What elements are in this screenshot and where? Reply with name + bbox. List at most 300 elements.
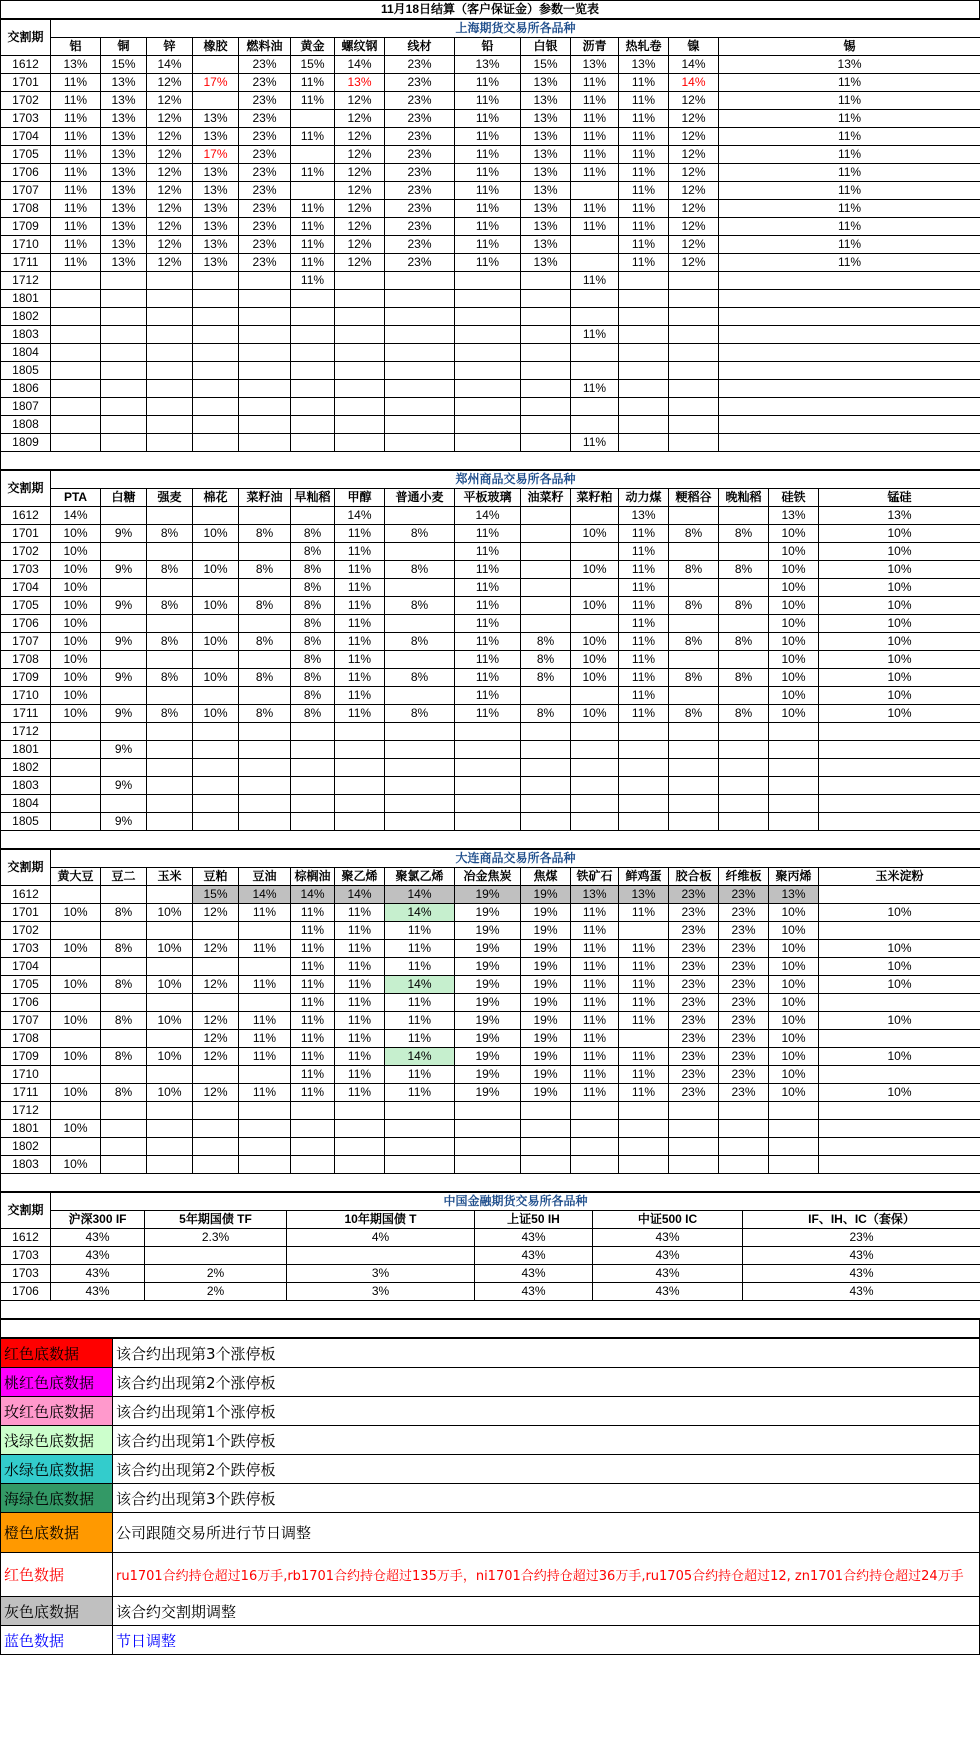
margin-cell: 11% [455,182,521,200]
margin-cell: 23% [669,922,719,940]
margin-cell: 17% [193,74,239,92]
margin-cell: 11% [619,615,669,633]
margin-cell [291,1138,335,1156]
margin-cell [669,651,719,669]
margin-cell [819,1030,980,1048]
margin-cell [521,795,571,813]
margin-cell [193,362,239,380]
margin-cell [769,759,819,777]
margin-cell [51,1102,101,1120]
table-row [1,543,980,561]
margin-cell: 10% [51,525,101,543]
margin-cell [193,1120,239,1138]
margin-cell: 10% [819,543,980,561]
table-row [1,308,980,326]
margin-cell [51,434,101,452]
margin-cell [101,795,147,813]
margin-cell: 10% [769,1012,819,1030]
margin-cell: 8% [291,615,335,633]
margin-cell: 10% [769,976,819,994]
margin-cell: 13% [101,254,147,272]
margin-cell [193,795,239,813]
margin-cell: 11% [335,705,385,723]
margin-cell [335,723,385,741]
contract-month: 1703 [1,1265,51,1283]
table-row [1,1120,980,1138]
margin-cell: 13% [101,200,147,218]
legend-row [1,1597,980,1626]
margin-cell [385,795,455,813]
margin-cell [819,795,980,813]
margin-cell [571,723,619,741]
margin-cell [521,290,571,308]
margin-cell [147,795,193,813]
margin-cell: 13% [455,56,521,74]
table-row [1,218,980,236]
margin-cell: 12% [335,218,385,236]
legend-description: 该合约交割期调整 [113,1597,980,1626]
margin-cell [769,1156,819,1174]
margin-cell: 11% [335,940,385,958]
margin-cell: 13% [193,128,239,146]
margin-cell: 8% [291,561,335,579]
margin-cell [385,723,455,741]
margin-cell [669,380,719,398]
margin-cell: 10% [51,1012,101,1030]
delivery-period-header: 交割期 [1,20,51,56]
margin-cell: 3% [287,1283,475,1301]
margin-cell: 11% [291,994,335,1012]
margin-cell: 14% [385,904,455,922]
table-row [1,362,980,380]
margin-cell: 23% [669,1084,719,1102]
margin-cell: 11% [385,940,455,958]
margin-cell [571,362,619,380]
margin-cell: 14% [385,1048,455,1066]
margin-cell: 11% [455,615,521,633]
margin-cell [291,507,335,525]
margin-cell: 15% [101,56,147,74]
margin-cell: 11% [619,904,669,922]
contract-month: 1803 [1,326,51,344]
margin-cell [101,362,147,380]
margin-cell: 11% [455,525,521,543]
margin-cell: 12% [193,1048,239,1066]
table-row [1,1283,980,1301]
margin-cell [291,759,335,777]
margin-cell [239,1138,291,1156]
margin-cell: 23% [239,200,291,218]
margin-cell: 9% [101,741,147,759]
margin-cell [335,759,385,777]
margin-cell [719,362,980,380]
margin-cell [101,651,147,669]
margin-cell: 11% [335,633,385,651]
contract-month: 1801 [1,1120,51,1138]
product-header: 强麦 [147,489,193,507]
margin-cell [193,958,239,976]
margin-cell: 11% [455,146,521,164]
margin-cell: 10% [819,525,980,543]
margin-cell [291,182,335,200]
margin-cell: 10% [819,904,980,922]
contract-month: 1806 [1,380,51,398]
shfe-table [0,19,980,470]
margin-cell [193,92,239,110]
margin-cell: 11% [239,904,291,922]
product-header: 豆二 [101,868,147,886]
margin-cell [619,741,669,759]
product-header: IF、IH、IC（套保） [743,1211,980,1229]
margin-cell [239,543,291,561]
margin-cell [719,741,769,759]
margin-cell [521,326,571,344]
legend-description: 该合约出现第1个跌停板 [113,1426,980,1455]
margin-cell: 11% [619,1012,669,1030]
margin-cell: 23% [385,254,455,272]
margin-cell: 10% [147,1012,193,1030]
margin-cell: 10% [51,1156,101,1174]
margin-cell: 8% [101,1084,147,1102]
margin-cell: 11% [335,994,385,1012]
margin-cell: 10% [571,561,619,579]
legend-swatch: 玫红色底数据 [1,1397,113,1426]
margin-cell: 11% [619,994,669,1012]
legend-description: 公司跟随交易所进行节日调整 [113,1513,980,1553]
margin-cell: 11% [719,164,980,182]
margin-cell [193,272,239,290]
product-header: 豆粕 [193,868,239,886]
margin-cell: 11% [719,74,980,92]
margin-cell [385,777,455,795]
legend-swatch: 灰色底数据 [1,1597,113,1626]
margin-cell: 11% [239,940,291,958]
margin-cell [101,687,147,705]
margin-cell: 10% [819,940,980,958]
margin-cell: 11% [291,128,335,146]
margin-cell: 11% [51,92,101,110]
margin-cell: 10% [571,669,619,687]
contract-month: 1701 [1,904,51,922]
margin-cell: 23% [239,236,291,254]
margin-cell [669,290,719,308]
margin-cell: 11% [619,669,669,687]
margin-cell: 8% [147,525,193,543]
margin-cell: 13% [101,182,147,200]
margin-cell [239,326,291,344]
product-header: PTA [51,489,101,507]
margin-cell: 23% [239,182,291,200]
table-row [1,669,980,687]
margin-cell: 10% [769,1048,819,1066]
margin-cell: 12% [669,182,719,200]
margin-cell [51,380,101,398]
margin-cell: 12% [193,940,239,958]
margin-cell [619,777,669,795]
margin-cell: 10% [769,922,819,940]
margin-cell [51,958,101,976]
margin-cell: 19% [455,886,521,904]
margin-cell: 9% [101,705,147,723]
product-header: 聚氯乙烯 [385,868,455,886]
margin-cell: 11% [619,128,669,146]
margin-cell: 9% [101,777,147,795]
margin-cell [769,1120,819,1138]
contract-month: 1701 [1,74,51,92]
margin-cell [455,344,521,362]
legend-description: 该合约出现第1个涨停板 [113,1397,980,1426]
margin-cell [669,1138,719,1156]
margin-cell: 10% [819,958,980,976]
margin-cell: 13% [571,56,619,74]
margin-cell: 11% [385,1012,455,1030]
table-row [1,110,980,128]
margin-cell: 8% [521,651,571,669]
margin-cell [521,1120,571,1138]
margin-cell: 12% [193,976,239,994]
margin-cell [521,687,571,705]
margin-cell: 10% [769,1030,819,1048]
margin-cell [619,795,669,813]
margin-cell [819,1138,980,1156]
margin-cell: 15% [193,886,239,904]
margin-cell [521,507,571,525]
margin-cell [669,308,719,326]
margin-cell: 11% [619,561,669,579]
margin-cell: 11% [455,579,521,597]
margin-cell: 11% [291,200,335,218]
margin-cell: 11% [571,110,619,128]
margin-cell: 11% [571,940,619,958]
margin-cell: 19% [521,994,571,1012]
margin-cell: 11% [335,958,385,976]
margin-cell: 11% [291,1012,335,1030]
margin-cell: 11% [291,74,335,92]
margin-cell: 19% [521,1012,571,1030]
margin-cell: 23% [719,1084,769,1102]
margin-cell [101,1138,147,1156]
margin-cell [147,687,193,705]
margin-cell: 23% [385,128,455,146]
margin-cell: 8% [239,597,291,615]
margin-cell: 10% [769,633,819,651]
contract-month: 1706 [1,615,51,633]
margin-cell [335,1138,385,1156]
margin-cell [455,1156,521,1174]
margin-cell [521,380,571,398]
product-header: 铁矿石 [571,868,619,886]
margin-cell [239,687,291,705]
margin-cell: 10% [769,543,819,561]
margin-cell [335,1156,385,1174]
margin-cell: 10% [51,1084,101,1102]
margin-cell: 11% [619,976,669,994]
margin-cell [619,1120,669,1138]
margin-cell: 23% [385,146,455,164]
margin-cell: 43% [593,1247,743,1265]
margin-cell: 4% [287,1229,475,1247]
margin-cell: 10% [147,1048,193,1066]
contract-month: 1703 [1,110,51,128]
margin-cell: 11% [51,200,101,218]
margin-cell: 11% [291,218,335,236]
margin-cell [193,651,239,669]
table-row [1,1265,980,1283]
margin-cell: 12% [335,200,385,218]
margin-cell: 10% [51,705,101,723]
margin-cell [193,326,239,344]
margin-cell: 12% [669,218,719,236]
margin-cell: 8% [669,525,719,543]
margin-cell: 43% [743,1265,980,1283]
margin-cell: 11% [571,218,619,236]
margin-cell [455,1102,521,1120]
legend-swatch: 水绿色底数据 [1,1455,113,1484]
margin-cell [719,1138,769,1156]
margin-cell [619,416,669,434]
margin-cell: 12% [669,164,719,182]
margin-cell: 23% [719,904,769,922]
product-header: 铝 [51,38,101,56]
legend-description: 该合约出现第3个跌停板 [113,1484,980,1513]
margin-cell: 10% [819,561,980,579]
margin-cell [193,687,239,705]
margin-cell: 11% [239,1084,291,1102]
margin-cell: 11% [385,1030,455,1048]
margin-cell: 10% [819,597,980,615]
margin-cell [385,398,455,416]
product-header: 铅 [455,38,521,56]
margin-cell [455,741,521,759]
margin-cell [719,1102,769,1120]
margin-cell [101,344,147,362]
margin-cell: 10% [193,597,239,615]
margin-cell [193,777,239,795]
margin-cell: 11% [335,669,385,687]
product-header: 纤维板 [719,868,769,886]
margin-cell [239,1156,291,1174]
margin-cell: 10% [51,1120,101,1138]
table-row [1,1102,980,1120]
margin-cell [291,813,335,831]
margin-cell [719,507,769,525]
margin-cell [455,795,521,813]
margin-cell: 11% [619,200,669,218]
margin-cell: 10% [769,561,819,579]
table-row [1,579,980,597]
margin-cell [619,398,669,416]
product-header: 燃料油 [239,38,291,56]
margin-cell: 11% [619,579,669,597]
margin-cell [51,398,101,416]
margin-cell: 8% [291,651,335,669]
margin-cell [819,759,980,777]
margin-cell [571,1138,619,1156]
margin-cell: 10% [769,940,819,958]
margin-cell [571,507,619,525]
margin-cell: 11% [571,904,619,922]
margin-cell: 19% [521,940,571,958]
margin-cell [51,922,101,940]
margin-cell [571,398,619,416]
margin-cell: 23% [239,56,291,74]
product-header: 黄金 [291,38,335,56]
margin-cell [193,543,239,561]
table-row [1,940,980,958]
margin-cell [769,1138,819,1156]
margin-cell: 12% [335,236,385,254]
contract-month: 1703 [1,1247,51,1265]
margin-cell: 23% [385,218,455,236]
margin-cell [669,326,719,344]
margin-cell: 11% [455,218,521,236]
margin-cell: 11% [455,687,521,705]
margin-cell [571,1156,619,1174]
margin-cell: 8% [101,1048,147,1066]
margin-cell: 14% [385,886,455,904]
margin-cell [455,362,521,380]
margin-cell [51,1138,101,1156]
margin-cell: 11% [335,904,385,922]
margin-cell: 11% [455,561,521,579]
legend-row [1,1513,980,1553]
margin-cell: 19% [521,1066,571,1084]
margin-cell: 10% [769,651,819,669]
table-row [1,1084,980,1102]
margin-cell [385,741,455,759]
product-header: 锡 [719,38,980,56]
margin-cell [239,615,291,633]
table-row [1,741,980,759]
margin-cell [239,290,291,308]
margin-cell: 11% [335,1066,385,1084]
margin-cell [335,380,385,398]
margin-cell [147,777,193,795]
margin-cell: 23% [669,1048,719,1066]
margin-cell [455,1138,521,1156]
margin-cell [291,795,335,813]
margin-cell: 11% [51,182,101,200]
margin-cell: 10% [819,615,980,633]
margin-cell: 13% [101,128,147,146]
margin-cell [147,434,193,452]
margin-cell [147,1120,193,1138]
margin-cell [719,434,980,452]
margin-cell [335,1102,385,1120]
margin-cell [719,777,769,795]
margin-cell: 10% [51,669,101,687]
margin-cell: 23% [239,146,291,164]
margin-cell: 8% [385,633,455,651]
margin-cell [719,687,769,705]
margin-cell [335,308,385,326]
margin-cell [101,994,147,1012]
margin-cell [455,813,521,831]
margin-cell: 10% [51,543,101,561]
contract-month: 1712 [1,272,51,290]
margin-cell: 11% [291,958,335,976]
margin-cell [385,416,455,434]
margin-cell [239,1120,291,1138]
margin-cell: 8% [385,561,455,579]
margin-cell: 11% [719,182,980,200]
margin-cell [819,813,980,831]
margin-cell: 11% [335,1030,385,1048]
margin-cell [521,579,571,597]
margin-cell: 8% [521,669,571,687]
contract-month: 1709 [1,218,51,236]
margin-cell: 43% [51,1265,145,1283]
